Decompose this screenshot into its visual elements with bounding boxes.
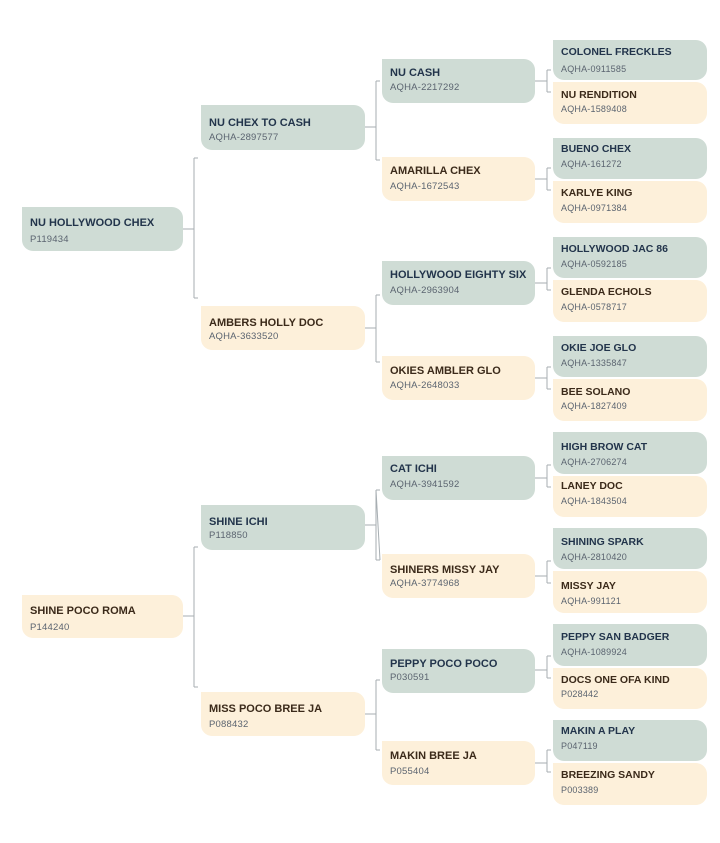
connector — [535, 656, 551, 678]
connector — [535, 750, 551, 772]
horse-card-dam-dam[interactable] — [201, 692, 365, 736]
horse-card-g3[interactable] — [553, 40, 707, 80]
horse-card-g3[interactable] — [553, 379, 707, 421]
horse-registration: P003389 — [561, 785, 599, 795]
horse-card-sire-sire[interactable] — [201, 105, 365, 150]
horse-name: OKIE JOE GLO — [561, 342, 637, 354]
connector — [365, 295, 380, 362]
horse-card-g3[interactable] — [553, 82, 707, 124]
horse-registration: AQHA-1843504 — [561, 496, 627, 506]
horse-name: MISS POCO BREE JA — [209, 703, 323, 715]
horse-card-g3[interactable] — [553, 138, 707, 179]
horse-card-g2[interactable] — [382, 649, 535, 693]
horse-name: SHINING SPARK — [561, 536, 644, 548]
horse-card-g3[interactable] — [553, 528, 707, 569]
horse-registration: AQHA-2706274 — [561, 457, 627, 467]
horse-registration: AQHA-1589408 — [561, 104, 627, 114]
horse-card-g3[interactable] — [553, 280, 707, 322]
horse-name: PEPPY POCO POCO — [390, 658, 498, 670]
horse-registration: P055404 — [390, 766, 430, 777]
horse-registration: AQHA-2897577 — [209, 132, 279, 143]
horse-registration: P088432 — [209, 719, 249, 730]
horse-card-g3[interactable] — [553, 476, 707, 517]
connector — [365, 680, 380, 750]
horse-card-g3[interactable] — [553, 571, 707, 613]
horse-registration: P119434 — [30, 234, 69, 245]
horse-name: AMARILLA CHEX — [390, 165, 481, 177]
horse-registration: AQHA-161272 — [561, 159, 622, 169]
connector — [535, 268, 551, 290]
horse-name: MAKIN BREE JA — [390, 750, 477, 762]
horse-name: BUENO CHEX — [561, 143, 632, 155]
horse-name: PEPPY SAN BADGER — [561, 631, 670, 643]
horse-registration: AQHA-1827409 — [561, 401, 627, 411]
horse-name: SHINERS MISSY JAY — [390, 564, 500, 576]
horse-registration: AQHA-0578717 — [561, 302, 627, 312]
horse-name: SHINE POCO ROMA — [30, 605, 136, 617]
horse-name: AMBERS HOLLY DOC — [209, 317, 324, 329]
horse-registration: AQHA-3633520 — [209, 331, 279, 342]
horse-card-dam[interactable] — [22, 595, 183, 638]
horse-name: NU CHEX TO CASH — [209, 117, 311, 129]
horse-card-sire[interactable] — [22, 207, 183, 251]
horse-card-g2[interactable] — [382, 59, 535, 103]
horse-name: HOLLYWOOD EIGHTY SIX — [390, 269, 527, 281]
horse-name: NU CASH — [390, 67, 441, 79]
horse-name: HIGH BROW CAT — [561, 441, 648, 453]
horse-name: CAT ICHI — [390, 463, 437, 475]
connector — [535, 561, 551, 583]
horse-card-g2[interactable] — [382, 456, 535, 500]
horse-card-g2[interactable] — [382, 157, 535, 201]
horse-registration: AQHA-0592185 — [561, 259, 627, 269]
horse-card-g3[interactable] — [553, 624, 707, 666]
horse-name: HOLLYWOOD JAC 86 — [561, 243, 668, 255]
horse-name: COLONEL FRECKLES — [561, 46, 672, 58]
horse-name: BEE SOLANO — [561, 386, 631, 398]
horse-name: NU HOLLYWOOD CHEX — [30, 217, 155, 229]
horse-registration: AQHA-3774968 — [390, 578, 460, 589]
horse-registration: AQHA-2648033 — [390, 380, 460, 391]
horse-registration: AQHA-2810420 — [561, 552, 627, 562]
horse-name: DOCS ONE OFA KIND — [561, 674, 670, 686]
horse-card-g2[interactable] — [382, 356, 535, 400]
horse-registration: AQHA-1672543 — [390, 181, 460, 192]
horse-card-g2[interactable] — [382, 261, 535, 305]
horse-name: KARLYE KING — [561, 187, 633, 199]
horse-registration: AQHA-1089924 — [561, 647, 627, 657]
connector — [535, 465, 551, 487]
connector — [535, 168, 551, 190]
horse-registration: AQHA-2963904 — [390, 285, 460, 296]
connector — [535, 367, 551, 389]
connector — [365, 81, 380, 160]
horse-card-g3[interactable] — [553, 336, 707, 377]
horse-card-g3[interactable] — [553, 181, 707, 223]
horse-card-g3[interactable] — [553, 237, 707, 278]
horse-registration: P028442 — [561, 689, 599, 699]
horse-registration: AQHA-991121 — [561, 596, 622, 606]
horse-card-g3[interactable] — [553, 763, 707, 805]
horse-registration: AQHA-1335847 — [561, 358, 627, 368]
horse-registration: AQHA-0911585 — [561, 64, 627, 74]
horse-registration: P118850 — [209, 530, 248, 541]
horse-card-g3[interactable] — [553, 432, 707, 474]
horse-name: NU RENDITION — [561, 89, 637, 101]
horse-name: BREEZING SANDY — [561, 769, 655, 781]
horse-registration: P144240 — [30, 622, 70, 633]
horse-name: MAKIN A PLAY — [561, 725, 636, 737]
horse-registration: AQHA-3941592 — [390, 479, 460, 490]
horse-registration: P047119 — [561, 741, 598, 751]
horse-registration: P030591 — [390, 672, 430, 683]
horse-card-g2[interactable] — [382, 741, 535, 785]
horse-name: SHINE ICHI — [209, 516, 268, 528]
connector — [183, 547, 198, 687]
connector — [183, 158, 198, 298]
horse-card-dam-sire[interactable] — [201, 505, 365, 550]
horse-card-g2[interactable] — [382, 554, 535, 598]
horse-registration: AQHA-0971384 — [561, 203, 627, 213]
horse-registration: AQHA-2217292 — [390, 82, 460, 93]
horse-card-g3[interactable] — [553, 720, 707, 761]
horse-name: OKIES AMBLER GLO — [390, 365, 501, 377]
horse-name: GLENDA ECHOLS — [561, 286, 652, 298]
connector — [535, 70, 551, 92]
horse-name: LANEY DOC — [561, 480, 623, 492]
horse-card-sire-dam[interactable] — [201, 306, 365, 350]
horse-name: MISSY JAY — [561, 580, 616, 592]
horse-card-g3[interactable] — [553, 668, 707, 709]
